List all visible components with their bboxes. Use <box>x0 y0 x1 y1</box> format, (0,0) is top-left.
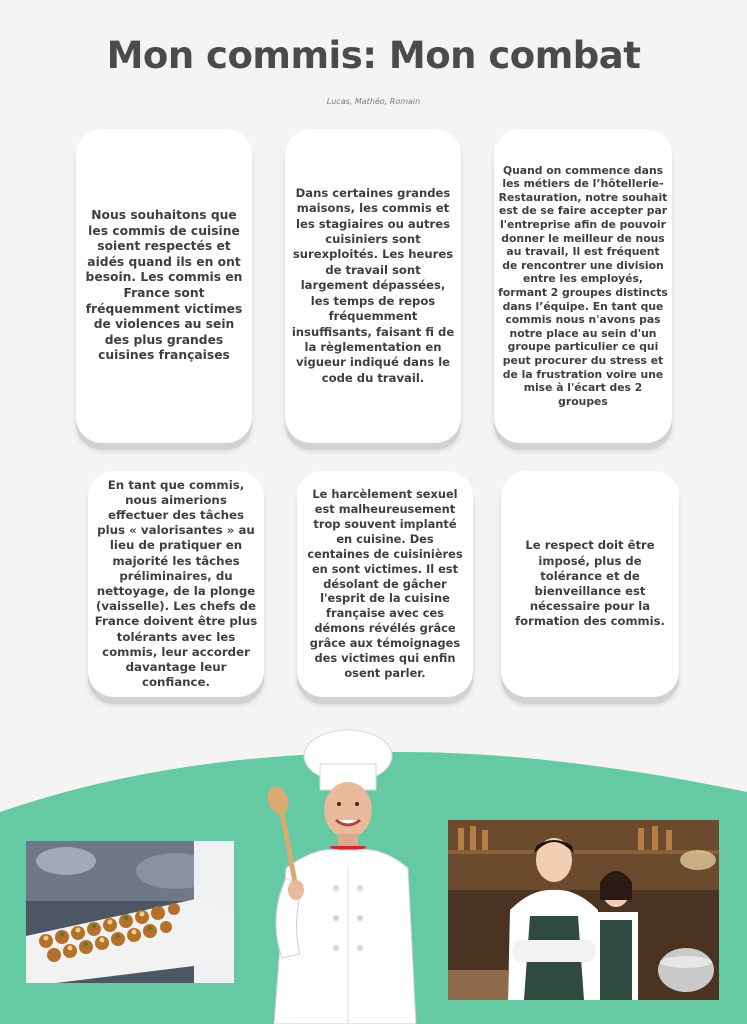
chef-illustration <box>256 728 426 1024</box>
commis-duo-photo <box>448 820 719 1000</box>
card-text: Le harcèlement sexuel est malheureusement trop souvent implanté en cuisine. Des centaines de cuisinières en sont victimes. Il est désolant de gâcher l'esprit de la cuisine française avec ces démons révélés grâce grâce aux témoignages des victimes qui enfin osent parler. <box>307 487 463 680</box>
card-text: En tant que commis, nous aimerions effectuer des tâches plus « valorisantes » au lieu de pratiquer en majorité les tâches préliminaires, du nettoyage, de la plonge (vaisselle). Les chefs de France doivent être plus tolérants avec les commis, leur accorder davantage leur confiance. <box>94 477 258 690</box>
card-text: Nous souhaitons que les commis de cuisine soient respectés et aidés quand ils en ont besoin. Les commis en France sont fréquemment victimes de violences au sein des plus grandes cuisines françaises <box>85 208 243 363</box>
hors-d-oeuvres-photo <box>26 841 234 983</box>
card-text: Quand on commence dans les métiers de l’hôtellerie-Restauration, notre souhait est de se faire accepter par l'entreprise afin de pouvoir donner le meilleur de nous au travail, Il est fréquent de rencontrer une division entre les employés, formant 2 groupes distincts dans l’équipe. En tant que commis nous n'avons pas notre place au sein d'un groupe particulier ce qui peut procurer du stress et de la frustration voire une mise à l'écart des 2 groupes <box>498 163 668 408</box>
card-text: Le respect doit être imposé, plus de tolérance et de bienveillance est nécessaire pour la formation des commis. <box>515 538 665 629</box>
page-title: Mon commis: Mon combat <box>106 34 641 77</box>
card-text: Dans certaines grandes maisons, les commis et les stagiaires ou autres cuisiniers sont surexploités. Les heures de travail sont largement dépassées, les temps de repos fréquemment insuffisants, faisant fi de la règlementation en vigueur indiqué dans le code du travail. <box>291 185 455 385</box>
authors-line: Lucas, Mathéo, Romain <box>326 97 421 106</box>
